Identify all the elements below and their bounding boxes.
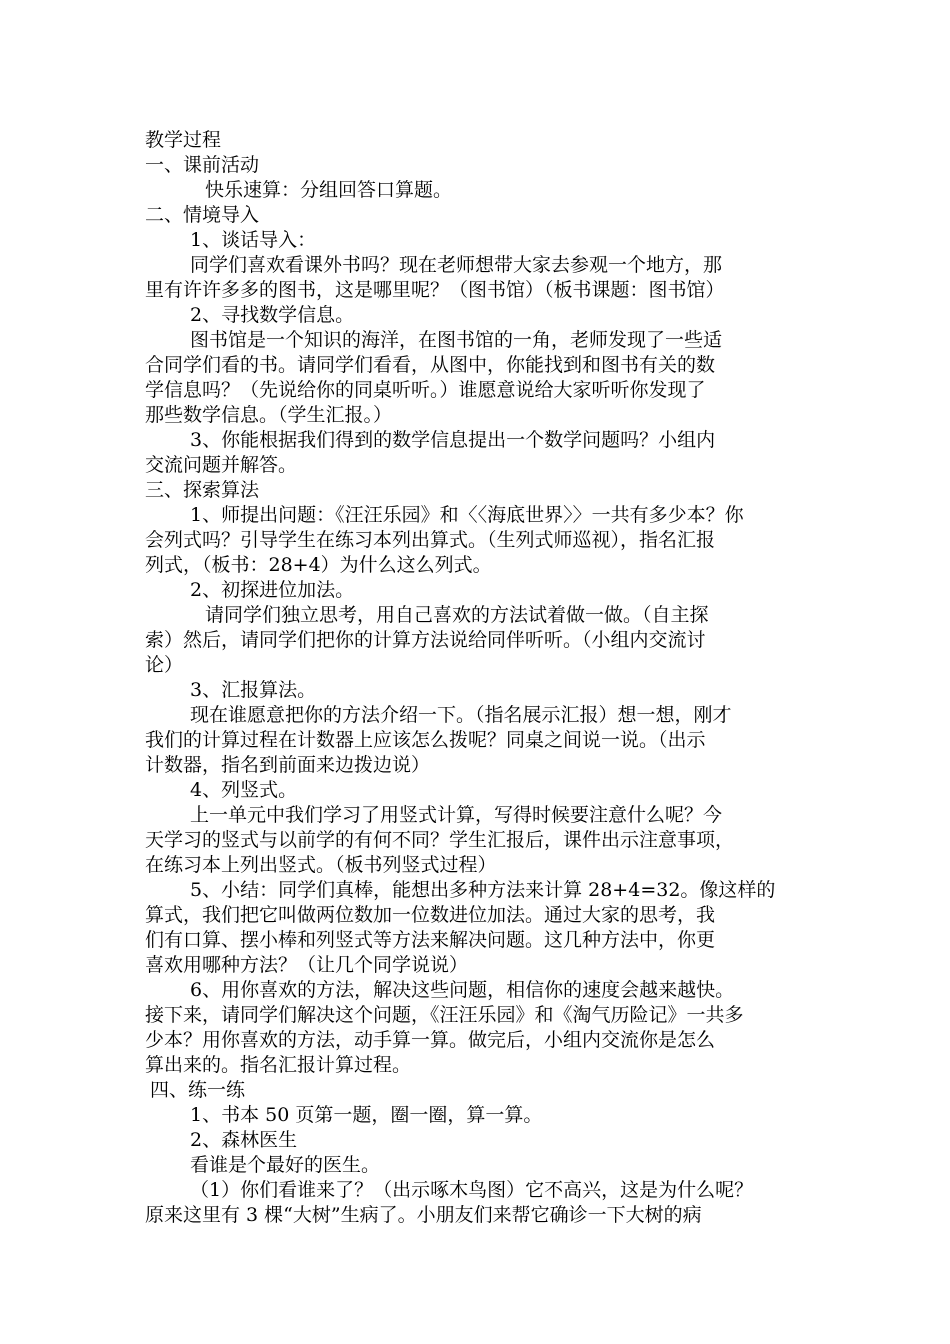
paragraph-line: 里有许许多多的图书，这是哪里呢？（图书馆）（板书课题：图书馆） — [145, 279, 725, 301]
subsection-heading: 2、森林医生 — [190, 1129, 298, 1151]
paragraph-line: 5、小结：同学们真棒，能想出多种方法来计算 28+4=32。像这样的 — [190, 879, 776, 901]
subsection-heading: 1、谈话导入： — [190, 229, 317, 251]
paragraph-line: 会列式吗？引导学生在练习本列出算式。（生列式师巡视），指名汇报 — [145, 529, 716, 551]
paragraph-line: 合同学们看的书。请同学们看看，从图中，你能找到和图书有关的数 — [145, 354, 716, 376]
paragraph-line: 在练习本上列出竖式。（板书列竖式过程） — [145, 854, 497, 876]
subsection-heading: 4、列竖式。 — [190, 779, 298, 801]
section-heading: 一、课前活动 — [145, 154, 260, 176]
paragraph-line: 同学们喜欢看课外书吗？现在老师想带大家去参观一个地方，那 — [190, 254, 723, 276]
paragraph-line: 论） — [145, 654, 184, 676]
paragraph-line: 少本？用你喜欢的方法，动手算一算。做完后，小组内交流你是怎么 — [145, 1029, 716, 1051]
paragraph-line: 喜欢用哪种方法？（让几个同学说说） — [145, 954, 469, 976]
paragraph-line: 学信息吗？（先说给你的同桌听听。）谁愿意说给大家听听你发现了 — [145, 379, 706, 401]
subsection-heading: 3、汇报算法。 — [190, 679, 317, 701]
paragraph-line: 交流问题并解答。 — [145, 454, 298, 476]
subsection-heading: 2、寻找数学信息。 — [190, 304, 355, 326]
section-heading: 三、探索算法 — [145, 479, 260, 501]
paragraph-line: 3、你能根据我们得到的数学信息提出一个数学问题吗？小组内 — [190, 429, 716, 451]
heading-teaching-process: 教学过程 — [145, 129, 222, 151]
paragraph-line: 现在谁愿意把你的方法介绍一下。（指名展示汇报）想一想，刚才 — [190, 704, 732, 726]
paragraph-line: 天学习的竖式与以前学的有何不同？学生汇报后，课件出示注意事项， — [145, 829, 735, 851]
section-heading: 四、练一练 — [150, 1079, 246, 1101]
paragraph-line: 原来这里有 3 棵“大树”生病了。小朋友们来帮它确诊一下大树的病 — [145, 1204, 702, 1226]
paragraph-line: 算式，我们把它叫做两位数加一位数进位加法。通过大家的思考，我 — [145, 904, 716, 926]
paragraph-line: 图书馆是一个知识的海洋，在图书馆的一角，老师发现了一些适 — [190, 329, 723, 351]
subsection-heading: 2、初探进位加法。 — [190, 579, 355, 601]
paragraph-line: 那些数学信息。（学生汇报。） — [145, 404, 393, 426]
paragraph-line: （1）你们看谁来了？（出示啄木鸟图）它不高兴，这是为什么呢？ — [190, 1179, 754, 1201]
paragraph-line: 快乐速算：分组回答口算题。 — [205, 179, 453, 201]
paragraph-line: 看谁是个最好的医生。 — [190, 1154, 381, 1176]
paragraph-line: 上一单元中我们学习了用竖式计算，写得时候要注意什么呢？今 — [190, 804, 723, 826]
paragraph-line: 接下来，请同学们解决这个问题，《汪汪乐园》和《淘气历险记》一共多 — [145, 1004, 744, 1026]
paragraph-line: 1、师提出问题：《汪汪乐园》和〈〈海底世界〉〉一共有多少本？你 — [190, 504, 744, 526]
paragraph-line: 请同学们独立思考，用自己喜欢的方法试着做一做。（自主探 — [205, 604, 709, 626]
paragraph-line: 算出来的。指名汇报计算过程。 — [145, 1054, 412, 1076]
paragraph-line: 我们的计算过程在计数器上应该怎么拨呢？同桌之间说一说。（出示 — [145, 729, 706, 751]
paragraph-line: 索）然后，请同学们把你的计算方法说给同伴听听。（小组内交流讨 — [145, 629, 706, 651]
paragraph-line: 们有口算、摆小棒和列竖式等方法来解决问题。这几种方法中，你更 — [145, 929, 716, 951]
paragraph-line: 6、用你喜欢的方法，解决这些问题，相信你的速度会越来越快。 — [190, 979, 735, 1001]
paragraph-line: 列式，（板书：28+4）为什么这么列式。 — [145, 554, 492, 576]
paragraph-line: 计数器，指名到前面来边拨边说） — [145, 754, 431, 776]
section-heading: 二、情境导入 — [145, 204, 260, 226]
paragraph-line: 1、书本 50 页第一题，圈一圈，算一算。 — [190, 1104, 543, 1126]
